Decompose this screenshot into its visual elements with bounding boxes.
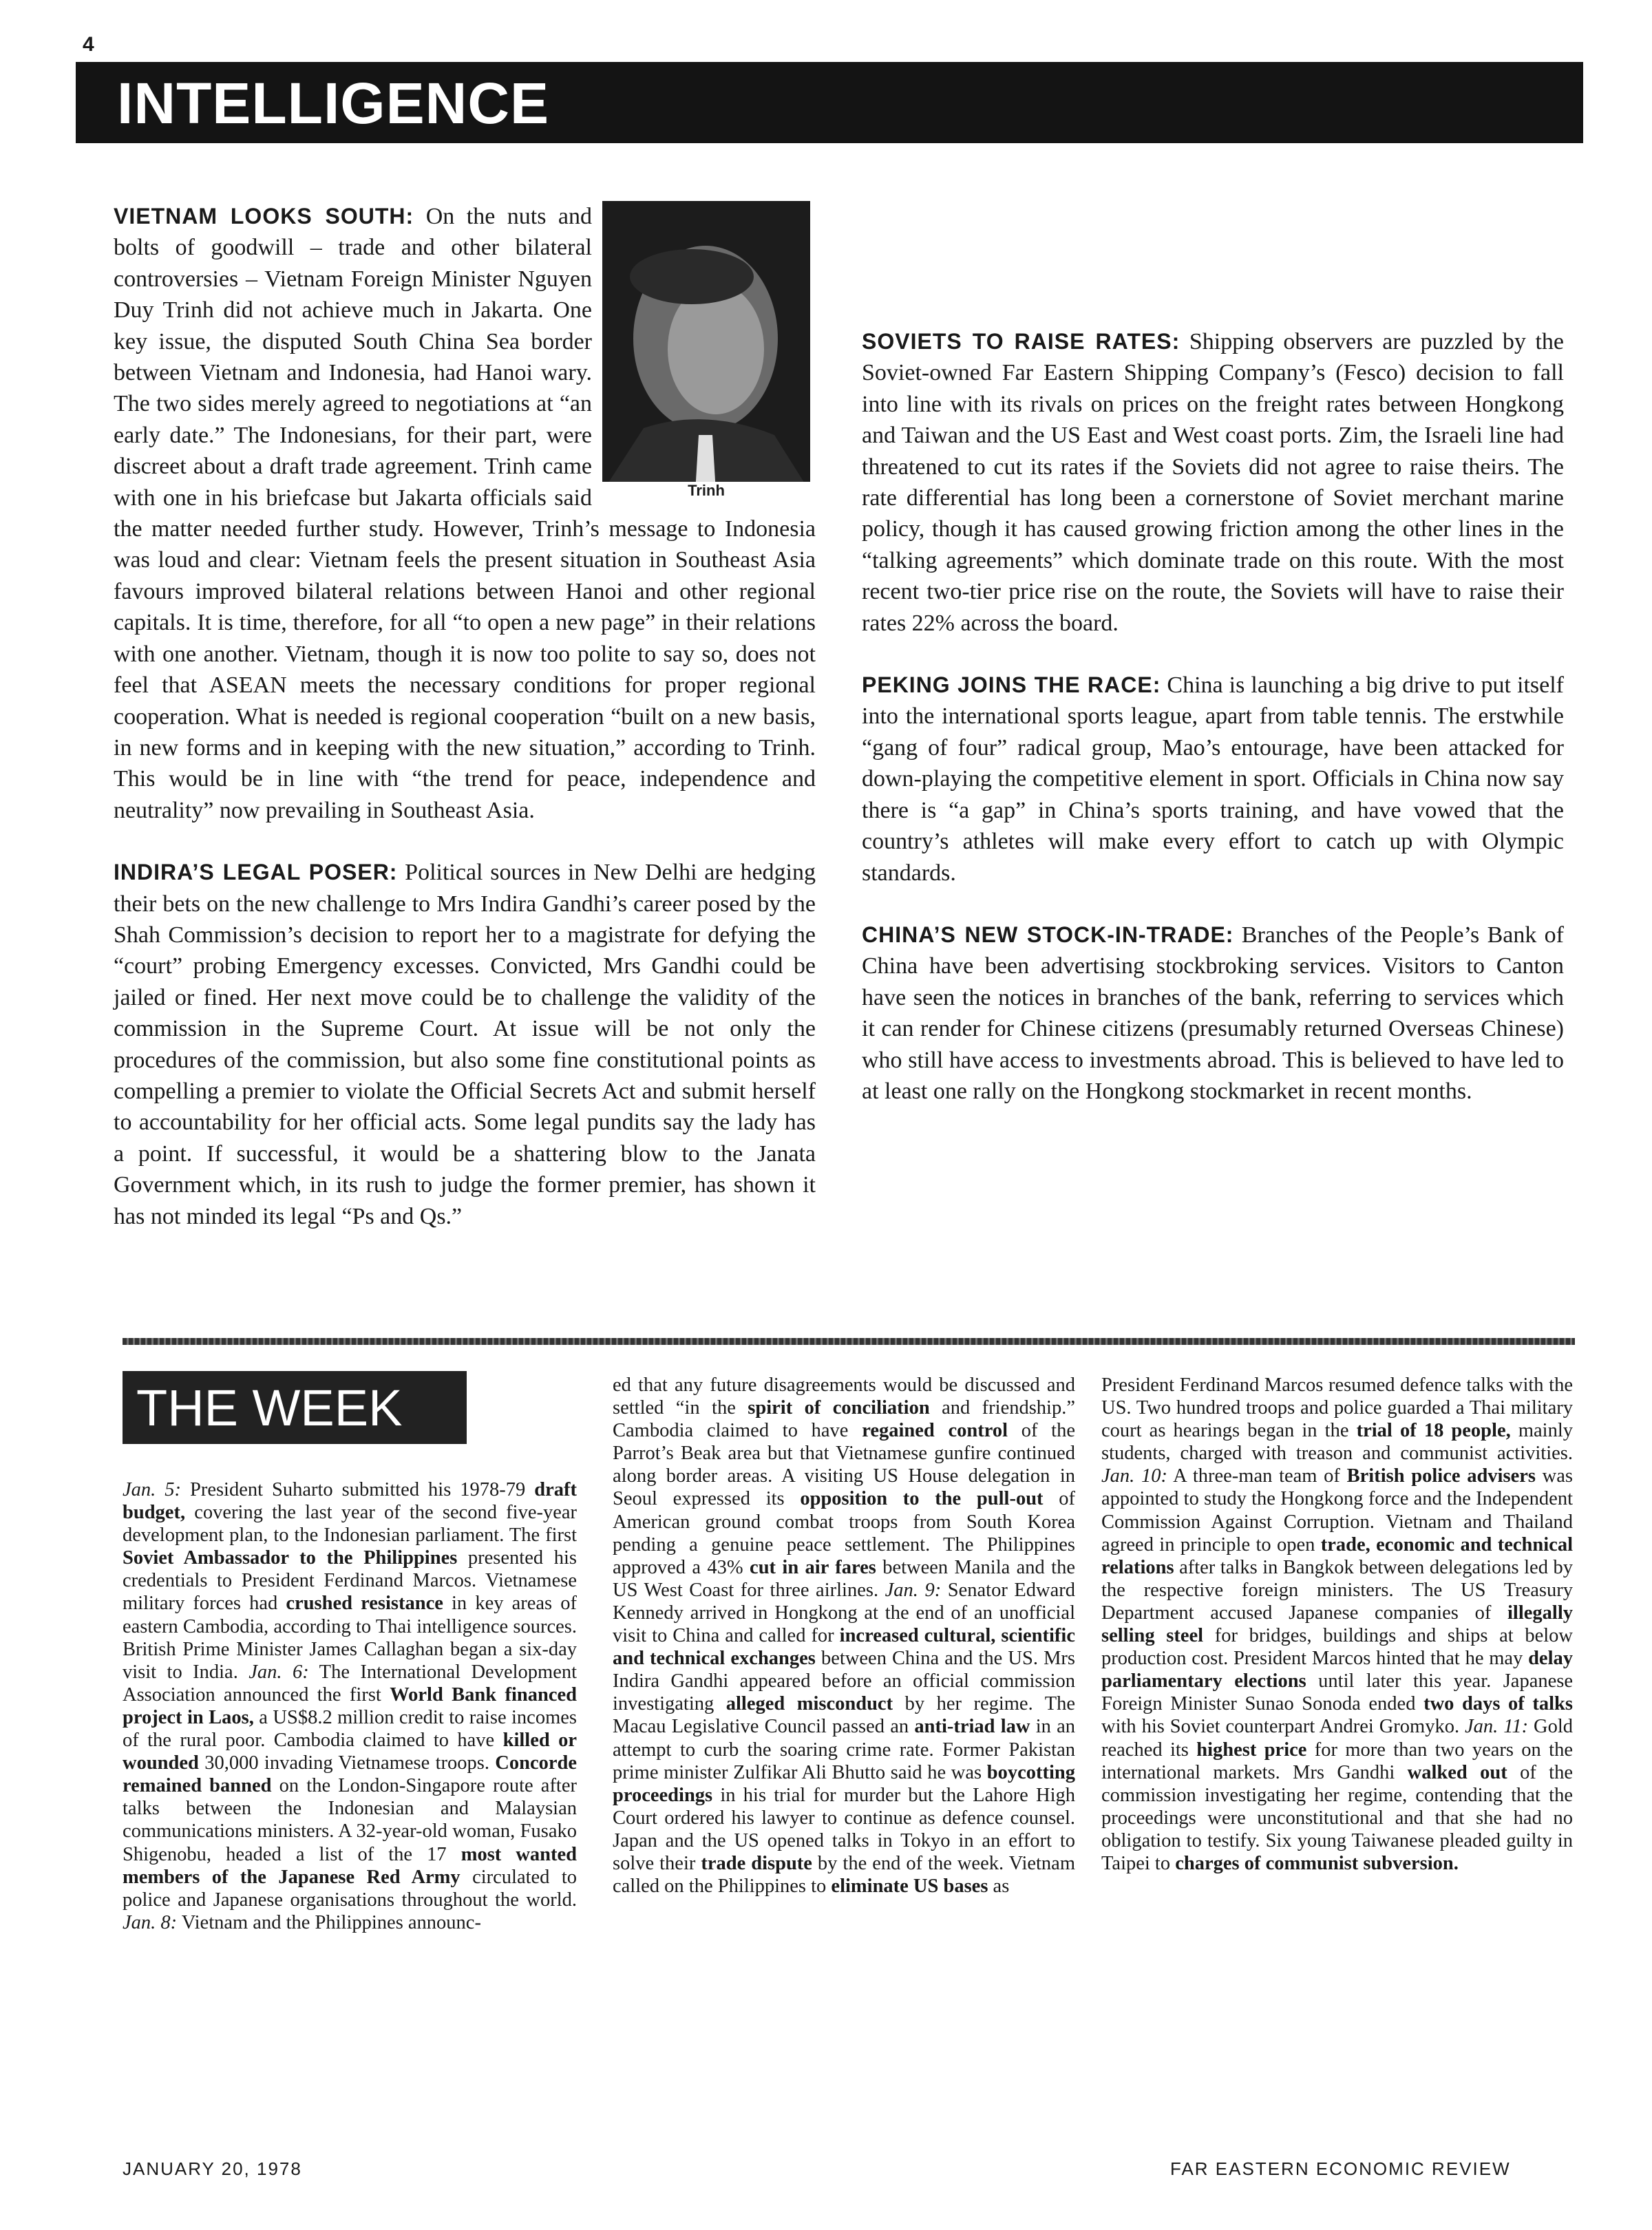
photo-caption: Trinh: [602, 482, 810, 502]
week-highlight: opposition to the pull-out: [800, 1488, 1044, 1510]
week-text: The International Development Association announced the first: [123, 1661, 578, 1706]
week-date: Jan. 6:: [248, 1661, 309, 1683]
story-headline: PEKING JOINS THE RACE:: [862, 672, 1161, 698]
footer-date: JANUARY 20, 1978: [123, 2158, 302, 2179]
week-highlight: killed or wounded: [123, 1730, 577, 1774]
story-soviets: [862, 326, 1564, 639]
week-highlight: eliminate US bases: [831, 1876, 988, 1898]
week-date: Jan. 9:: [885, 1579, 942, 1601]
week-highlight: Soviet Ambassador to the Philippines: [123, 1547, 458, 1569]
section-banner: [76, 62, 1583, 143]
week-date: Jan. 10:: [1101, 1465, 1167, 1487]
story-text: Branches of the People’s Bank of China have been advertising stockbroking services. Visitors to Canton have seen the notices in branches of the bank, referring to services which it can render for Chinese citizens (presumably returned Overseas Chinese) who still have access to investments abroad. This is believed to have led to at least one rally on the Hongkong stockmarket in recent months.: [862, 922, 1565, 1104]
week-text: for bridges, buildings and ships at below production cost. President Marcos hinted that he may: [1101, 1625, 1573, 1670]
week-text: after talks in Bangkok between delegations led by the respective foreign ministers. The US Treasury Department accused Japanese companies of: [1101, 1556, 1573, 1624]
week-highlight: illegally selling steel: [1101, 1602, 1573, 1647]
story-headline: INDIRA’S LEGAL POSER:: [114, 860, 398, 885]
story-text: China is launching a big drive to put itself into the international sports league, apart from table tennis. The erstwhile “gang of four” radical group, Mao’s entourage, have been attacked for down-playing the competitive element in sport. Officials in China now say there is “a gap” in China’s sports training, and have vowed that the country’s athletes will make every effort to catch up with Olympic standards.: [862, 672, 1564, 886]
week-text: covering the last year of the second five-year development plan, to the Indonesian parliament. The first: [123, 1502, 577, 1547]
week-text: Gold reached its: [1101, 1716, 1573, 1761]
week-date: Jan. 5:: [123, 1479, 181, 1500]
week-highlight: crushed resistance: [286, 1593, 443, 1615]
week-text: between Manila and the US West Coast for three airlines.: [613, 1556, 1075, 1601]
story-text: Shipping observers are puzzled by the Soviet-owned Far Eastern Shipping Company’s (Fesco) decision to fall into line with its rivals on prices on the freight rates between Hongkong and Taiwan and the US East and West coast ports. Zim, the Israeli line had threatened to cut its rates if the Soviets did not agree to raise theirs. The rate differential has long been a cornerstone of Soviet merchant marine policy, though it has caused growing friction among the other lines in the “talking agreements” which dominate trade on this route. With the most recent two-tier price rise on the route, the Soviets will have to raise their rates 22% across the board.: [862, 329, 1565, 636]
week-text: of American ground combat troops from South Korea pending a genuine peace settlement. The Philippines approved a 43%: [613, 1488, 1075, 1578]
week-highlight: draft budget,: [123, 1479, 578, 1524]
week-text: with his Soviet counterpart Andrei Gromyko.: [1101, 1716, 1465, 1738]
week-highlight: two days of talks: [1423, 1693, 1573, 1715]
week-text: 30,000 invading Vietnamese troops.: [198, 1752, 496, 1774]
week-highlight: boycotting proceedings: [613, 1761, 1075, 1806]
week-highlight: World Bank financed project in Laos,: [123, 1684, 577, 1728]
week-text: a US$8.2 million credit to raise incomes of the rural poor. Cambodia claimed to have: [123, 1706, 577, 1752]
week-text: Senator Edward Kennedy arrived in Hongkong at the end of an unofficial visit to China and called for: [613, 1579, 1075, 1647]
week-text: mainly students, charged with treason and communist activities.: [1101, 1420, 1574, 1465]
week-text: of the Parrot’s Beak area but that Vietnamese gunfire continued along border areas. A visiting US House delegation in Seoul expressed its: [613, 1420, 1075, 1510]
week-text: in key areas of eastern Cambodia, according to Thai intelligence sources. British Prime Minister James Callaghan began a six-day visit to India.: [123, 1593, 577, 1683]
week-highlight: alleged misconduct: [726, 1693, 893, 1715]
week-highlight: spirit of conciliation: [748, 1397, 930, 1419]
week-date: Jan. 8:: [123, 1911, 178, 1933]
week-text: in an attempt to curb the soaring crime rate. Former Pakistan prime minister Zulfikar Ali Bhutto said he was: [613, 1716, 1075, 1783]
week-column-3: [1101, 1374, 1573, 1875]
week-column-2: [613, 1374, 1075, 1898]
week-date: Jan. 11:: [1465, 1716, 1529, 1738]
week-text: A three-man team of: [1167, 1465, 1347, 1487]
week-text: Vietnam and the Philippines announc-: [177, 1911, 481, 1933]
portrait-image: [602, 201, 810, 492]
story-headline: SOVIETS TO RAISE RATES:: [862, 329, 1180, 354]
story-column-right: [862, 201, 1564, 1107]
story-peking: [862, 670, 1564, 889]
week-highlight: highest price: [1196, 1739, 1307, 1761]
story-text: On the nuts and bolts of goodwill – trade and other bilateral controversies – Vietnam Foreign Minister Nguyen Duy Trinh did not achieve much in Jakarta. One key issue, the disputed South China Sea border between Vietnam and Indonesia, had Hanoi wary. The two sides merely agreed to negotiations at “an early date.” The Indonesians, for their part, were discreet about a draft trade agreement. Trinh came with one in his briefcase but Jakarta officials said the matter needed further study. However, Trinh’s message to Indonesia was loud and clear: Vietnam feels the present situation in Southeast Asia favours improved bilateral relations between Hanoi and other regional capitals. It is time, therefore, for all “to open a new page” in their relations with one another. Vietnam, though it is now too polite to say so, does not feel that ASEAN meets the necessary conditions for proper regional cooperation. What is needed is regional cooperation “built on a new basis, in new forms and in keeping with the new situation,” according to Trinh. This would be in line with “the trend for peace, independence and neutrality” now prevailing in Southeast Asia.: [114, 204, 816, 823]
week-text: as: [988, 1876, 1010, 1898]
week-text: for more than two years on the international markets. Mrs Gandhi: [1101, 1739, 1573, 1783]
section-divider: [123, 1338, 1575, 1345]
week-text: ed that any future disagreements would be discussed and settled “in the: [613, 1374, 1075, 1419]
week-highlight: anti-triad law: [914, 1716, 1030, 1738]
portrait-photo: [602, 201, 810, 492]
section-title: INTELLIGENCE: [117, 71, 550, 136]
week-highlight: trade dispute: [701, 1852, 812, 1874]
week-highlight: increased cultural, scientific and technical exchanges: [613, 1625, 1075, 1670]
week-text: circulated to police and Japanese organisations throughout the world.: [123, 1866, 577, 1911]
week-highlight: most wanted members of the Japanese Red Army: [123, 1843, 578, 1888]
week-title: THE WEEK: [136, 1379, 403, 1436]
week-text: by her regime. The Macau Legislative Council passed an: [613, 1693, 1075, 1738]
story-indira: [114, 857, 816, 1232]
story-headline: CHINA’S NEW STOCK-IN-TRADE:: [862, 922, 1234, 947]
week-text: President Ferdinand Marcos resumed defence talks with the US. Two hundred troops and police guarded a Thai military court as hearings began in the: [1101, 1374, 1573, 1442]
page-number: 4: [83, 33, 94, 56]
week-highlight: Concorde remained banned: [123, 1752, 577, 1797]
week-text: between China and the US. Mrs Indira Gandhi appeared before an official commission investigating: [613, 1648, 1075, 1715]
week-highlight: regained control: [862, 1420, 1008, 1442]
week-text: and friendship.” Cambodia claimed to have: [613, 1397, 1076, 1442]
story-china-stock: [862, 920, 1564, 1107]
week-text: until later this year. Japanese Foreign Minister Sunao Sonoda ended: [1101, 1670, 1573, 1715]
week-highlight: charges of communist subversion.: [1175, 1852, 1459, 1874]
week-highlight: trial of 18 people,: [1356, 1420, 1511, 1442]
story-headline: VIETNAM LOOKS SOUTH:: [114, 204, 414, 229]
week-highlight: delay parliamentary elections: [1101, 1648, 1573, 1692]
week-text: was appointed to study the Hongkong force and the Independent Commission Against Corruption. Vietnam and Thailand agreed in principle to open: [1101, 1465, 1574, 1555]
footer-publication: FAR EASTERN ECONOMIC REVIEW: [1170, 2158, 1511, 2179]
week-text: of the commission investigating her regime, contending that the proceedings were unconstitutional and that she had no obligation to testify. Six young Taiwanese pleaded guilty in Taipei to: [1101, 1761, 1574, 1874]
week-text: on the London-Singapore route after talks between the Indonesian and Malaysian communications ministers. A 32-year-old woman, Fusako Shigenobu, headed a list of the 17: [123, 1775, 577, 1865]
week-text: in his trial for murder but the Lahore High Court ordered his lawyer to continue as defence counsel. Japan and the US opened talks in Tokyo in an effort to solve their: [613, 1784, 1075, 1874]
week-highlight: British police advisers: [1346, 1465, 1536, 1487]
week-highlight: trade, economic and technical relations: [1101, 1533, 1573, 1578]
week-text: by the end of the week. Vietnam called on the Philippines to: [613, 1852, 1075, 1898]
week-text: President Suharto submitted his 1978-79: [181, 1479, 535, 1500]
week-highlight: walked out: [1407, 1761, 1507, 1783]
story-text: Political sources in New Delhi are hedging their bets on the new challenge to Mrs Indira Gandhi’s career posed by the Shah Commission’s decision to report her to a magistrate for defying the “court” probing Emergency excesses. Convicted, Mrs Gandhi could be jailed or fined. Her next move could be to challenge the validity of the commission in the Supreme Court. At issue will be not only the procedures of the commission, but also some fine constitutional points as compelling a premier to violate the Official Secrets Act and submit herself to accountability for her official acts. Some legal pundits say the lady has a point. If successful, it would be a shattering blow to the Janata Government which, in its rush to judge the former premier, has shown it has not minded its legal “Ps and Qs.”: [114, 860, 816, 1229]
week-text: presented his credentials to President Ferdinand Marcos. Vietnamese military forces had: [123, 1547, 577, 1615]
week-highlight: cut in air fares: [750, 1556, 876, 1578]
week-column-1: [123, 1478, 577, 1934]
week-banner: [123, 1371, 467, 1444]
